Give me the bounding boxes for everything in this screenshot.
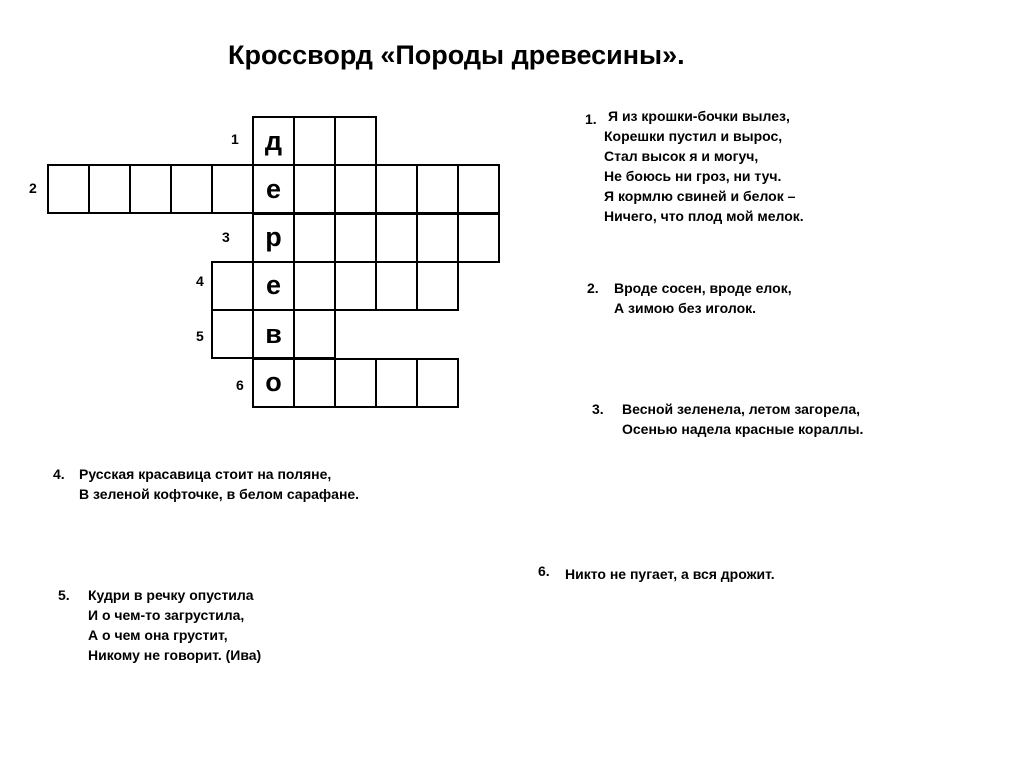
clue-line: И о чем-то загрустила,: [88, 607, 245, 623]
clue-line: Не боюсь ни гроз, ни туч.: [604, 168, 782, 184]
key-word-cell: д: [252, 116, 295, 166]
clue-line: Корешки пустил и вырос,: [604, 128, 783, 144]
crossword-cell: [416, 358, 459, 408]
row-number: 6: [236, 377, 244, 393]
crossword-cell: [293, 309, 336, 359]
clue-line: В зеленой кофточке, в белом сарафане.: [79, 486, 360, 502]
clue-number: 2.: [587, 280, 599, 296]
clue-line: Осенью надела красные кораллы.: [622, 421, 864, 437]
crossword-cell: [129, 164, 172, 214]
crossword-cell: [211, 164, 254, 214]
crossword-cell: [416, 261, 459, 311]
crossword-cell: [375, 261, 418, 311]
crossword-cell: [293, 213, 336, 263]
row-number: 1: [231, 131, 239, 147]
clue-line: Никому не говорит. (Ива): [88, 647, 262, 663]
key-word-cell: е: [252, 261, 295, 311]
crossword-cell: [334, 358, 377, 408]
row-number: 2: [29, 180, 37, 196]
crossword-cell: [47, 164, 90, 214]
crossword-cell: [334, 164, 377, 214]
row-number: 3: [222, 229, 230, 245]
clue-line: Я из крошки-бочки вылез,: [608, 108, 790, 124]
clue-line: Вроде сосен, вроде елок,: [614, 280, 792, 296]
clue-line: А зимою без иголок.: [614, 300, 757, 316]
crossword-cell: [457, 164, 500, 214]
clue-line: А о чем она грустит,: [88, 627, 228, 643]
clue-line: Русская красавица стоит на поляне,: [79, 466, 332, 482]
crossword-cell: [375, 358, 418, 408]
row-number: 5: [196, 328, 204, 344]
clue-line: Стал высок я и могуч,: [604, 148, 759, 164]
crossword-cell: [211, 309, 254, 359]
clue-number: 1.: [585, 111, 597, 127]
crossword-cell: [457, 213, 500, 263]
clue-number: 4.: [53, 466, 65, 482]
clue-line: Никто не пугает, а вся дрожит.: [565, 566, 775, 582]
clue-number: 6.: [538, 563, 550, 579]
key-word-cell: е: [252, 164, 295, 214]
crossword-cell: [334, 213, 377, 263]
crossword-cell: [211, 261, 254, 311]
crossword-cell: [416, 213, 459, 263]
clue-line: Ничего, что плод мой мелок.: [604, 208, 804, 224]
clue-line: Кудри в речку опустила: [88, 587, 254, 603]
crossword-cell: [293, 116, 336, 166]
crossword-cell: [334, 261, 377, 311]
key-word-cell: в: [252, 309, 295, 359]
crossword-cell: [88, 164, 131, 214]
clue-number: 5.: [58, 587, 70, 603]
page-title: Кроссворд «Породы древесины».: [228, 40, 685, 70]
row-number: 4: [196, 273, 204, 289]
crossword-cell: [170, 164, 213, 214]
crossword-cell: [293, 261, 336, 311]
key-word-cell: о: [252, 358, 295, 408]
crossword-cell: [293, 358, 336, 408]
key-word-cell: р: [252, 213, 295, 263]
crossword-cell: [293, 164, 336, 214]
clue-number: 3.: [592, 401, 604, 417]
clue-line: Весной зеленела, летом загорела,: [622, 401, 861, 417]
crossword-cell: [334, 116, 377, 166]
crossword-cell: [375, 164, 418, 214]
clue-line: Я кормлю свиней и белок –: [604, 188, 796, 204]
crossword-cell: [416, 164, 459, 214]
crossword-cell: [375, 213, 418, 263]
